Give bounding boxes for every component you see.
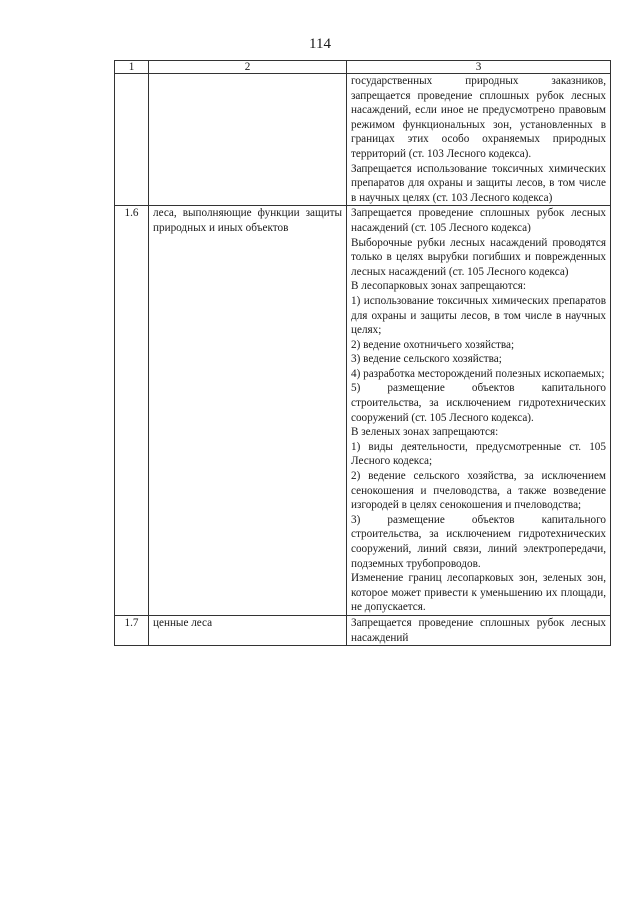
forest-regulations-table: [114, 60, 611, 646]
regulation-paragraph: Выборочные рубки лесных насаждений проводятся только в целях вырубки погибших и поврежденных лесных насаждений (ст. 105 Лесного кодекса): [351, 236, 606, 278]
row-number: 1.6: [115, 206, 149, 616]
table-row: [115, 74, 611, 206]
row-regulations: [347, 615, 611, 645]
row-category: леса, выполняющие функции защиты природных и иных объектов: [149, 206, 347, 616]
row-number: 1.7: [115, 615, 149, 645]
page-number: 114: [309, 36, 331, 52]
regulation-paragraph: 1) использование токсичных химических препаратов для охраны и защиты лесов, в том числе в научных целях;: [351, 294, 606, 337]
column-header-1: 1: [115, 61, 149, 74]
regulation-paragraph: 2) ведение сельского хозяйства, за исключением сенокошения и пчеловодства, а также возведение изгородей в целях сенокошения и пчеловодства;: [351, 470, 606, 512]
regulation-paragraph: государственных природных заказников, запрещается проведение сплошных рубок лесных насаждений, если иное не предусмотрено правовым режимом функциональных зон, установленных в границах этих особо охраняемых природных территорий (ст. 103 Лесного кодекса).: [351, 75, 606, 160]
regulation-paragraph: Запрещается использование токсичных химических препаратов для охраны и защиты лесов, в том числе в научных целях (ст. 103 Лесного кодекса): [351, 162, 606, 204]
table-row: [115, 206, 611, 616]
regulation-paragraph: 2) ведение охотничьего хозяйства;: [351, 338, 515, 351]
column-header-2: 2: [149, 61, 347, 74]
regulation-paragraph: В зеленых зонах запрещаются:: [351, 426, 499, 439]
table-header-row: [115, 61, 611, 74]
regulation-paragraph: В лесопарковых зонах запрещаются:: [351, 280, 526, 293]
row-category: [149, 74, 347, 206]
regulation-paragraph: 3) размещение объектов капитального строительства, за исключением гидротехнических сооружений, линий связи, линий электропередачи, подземных трубопроводов.: [351, 513, 606, 570]
row-regulations: [347, 74, 611, 206]
regulation-paragraph: 4) разработка месторождений полезных ископаемых;: [351, 367, 605, 380]
row-category: ценные леса: [149, 615, 347, 645]
regulation-paragraph: Запрещается проведение сплошных рубок лесных насаждений (ст. 105 Лесного кодекса): [351, 207, 606, 234]
row-number: [115, 74, 149, 206]
regulation-paragraph: Запрещается проведение сплошных рубок лесных насаждений: [351, 616, 606, 644]
row-regulations: [347, 206, 611, 616]
regulation-paragraph: 5) размещение объектов капитального строительства, за исключением гидротехнических сооружений (ст. 105 Лесного кодекса).: [351, 382, 606, 424]
column-header-3: 3: [347, 61, 611, 74]
regulation-paragraph: Изменение границ лесопарковых зон, зеленых зон, которое может привести к уменьшению их площади, не допускается.: [351, 572, 606, 614]
regulation-paragraph: 3) ведение сельского хозяйства;: [351, 353, 502, 366]
regulation-paragraph: 1) виды деятельности, предусмотренные ст. 105 Лесного кодекса;: [351, 440, 606, 468]
table-row: [115, 615, 611, 645]
